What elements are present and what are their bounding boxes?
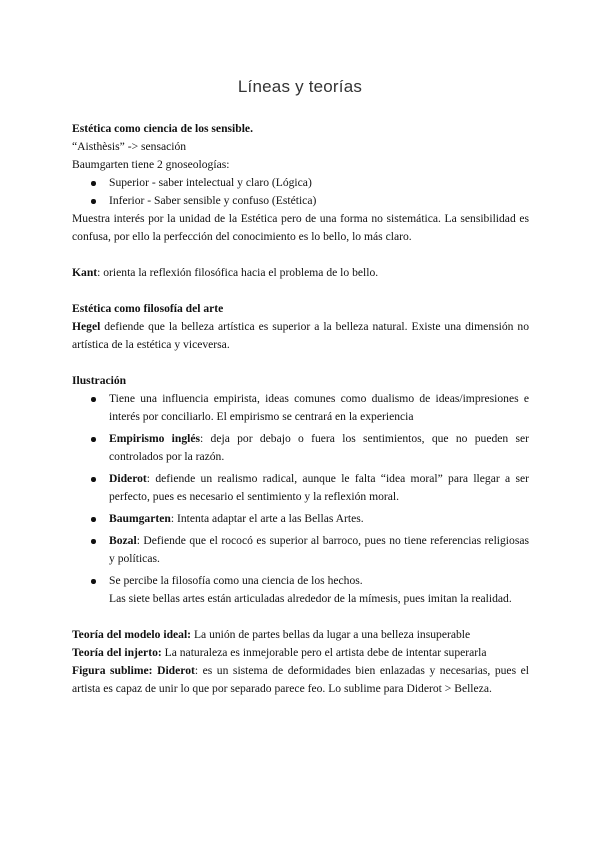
kant-name: Kant	[72, 266, 98, 279]
list-item: Diderot: defiende un realismo radical, aunque le falta “idea moral” para llegar a ser perfecto, pues es necesario el sentimiento y la reflexión moral.	[72, 470, 529, 506]
teoria-injerto: Teoría del injerto: La naturaleza es inmejorable pero el artista debe de intentar superarla	[72, 646, 487, 659]
hegel-paragraph: Hegel defiende que la belleza artística es superior a la belleza natural. Existe una dimensión no artística de la estética y viceversa.	[72, 320, 529, 351]
section-heading-estetica-ciencia: Estética como ciencia de los sensible.	[72, 122, 253, 135]
list-item: Bozal: Defiende que el rococó es superior al barroco, pues no tiene referencias religiosas y políticas.	[72, 532, 529, 568]
baumgarten-line: Baumgarten tiene 2 gnoseologías:	[72, 158, 230, 171]
aisthesis-line: “Aisthèsis” -> sensación	[72, 140, 187, 153]
hegel-name: Hegel	[72, 320, 101, 333]
ilustracion-list	[72, 390, 529, 590]
kant-paragraph: Kant: orienta la reflexión filosófica hacia el problema de lo bello.	[72, 266, 379, 279]
document-body	[72, 120, 529, 698]
list-item: Empirismo inglés: deja por debajo o fuera los sentimientos, que no pueden ser controlados por la razón.	[72, 430, 529, 466]
list-item: Inferior - Saber sensible y confuso (Estética)	[72, 192, 529, 210]
estetica-paragraph: Muestra interés por la unidad de la Estética pero de una forma no sistemática. La sensibilidad es confusa, por ello la perfección del conocimiento es lo bello, lo más claro.	[72, 212, 529, 243]
section-heading-filosofia-arte: Estética como filosofía del arte	[72, 302, 224, 315]
list-item: Superior - saber intelectual y claro (Lógica)	[72, 174, 529, 192]
list-item: Se percibe la filosofía como una ciencia de los hechos.	[72, 572, 529, 590]
teoria-modelo-ideal: Teoría del modelo ideal: La unión de partes bellas da lugar a una belleza insuperable	[72, 628, 471, 641]
list-item: Baumgarten: Intenta adaptar el arte a las Bellas Artes.	[72, 510, 529, 528]
section-heading-ilustracion: Ilustración	[72, 374, 127, 387]
list-item-continuation: Las siete bellas artes están articuladas alrededor de la mímesis, pues imitan la realidad.	[109, 592, 512, 605]
figura-sublime: Figura sublime: Diderot: es un sistema de deformidades bien enlazadas y necesarias, pues el artista es capaz de unir lo que por separado parece feo. Lo sublime para Diderot > Belleza.	[72, 664, 529, 695]
list-item: Tiene una influencia empirista, ideas comunes como dualismo de ideas/impresiones e interés por conciliarlo. El empirismo se centrará en la experiencia	[72, 390, 529, 426]
page-title: Líneas y teorías	[237, 77, 363, 96]
gnoseologias-list	[72, 174, 529, 210]
